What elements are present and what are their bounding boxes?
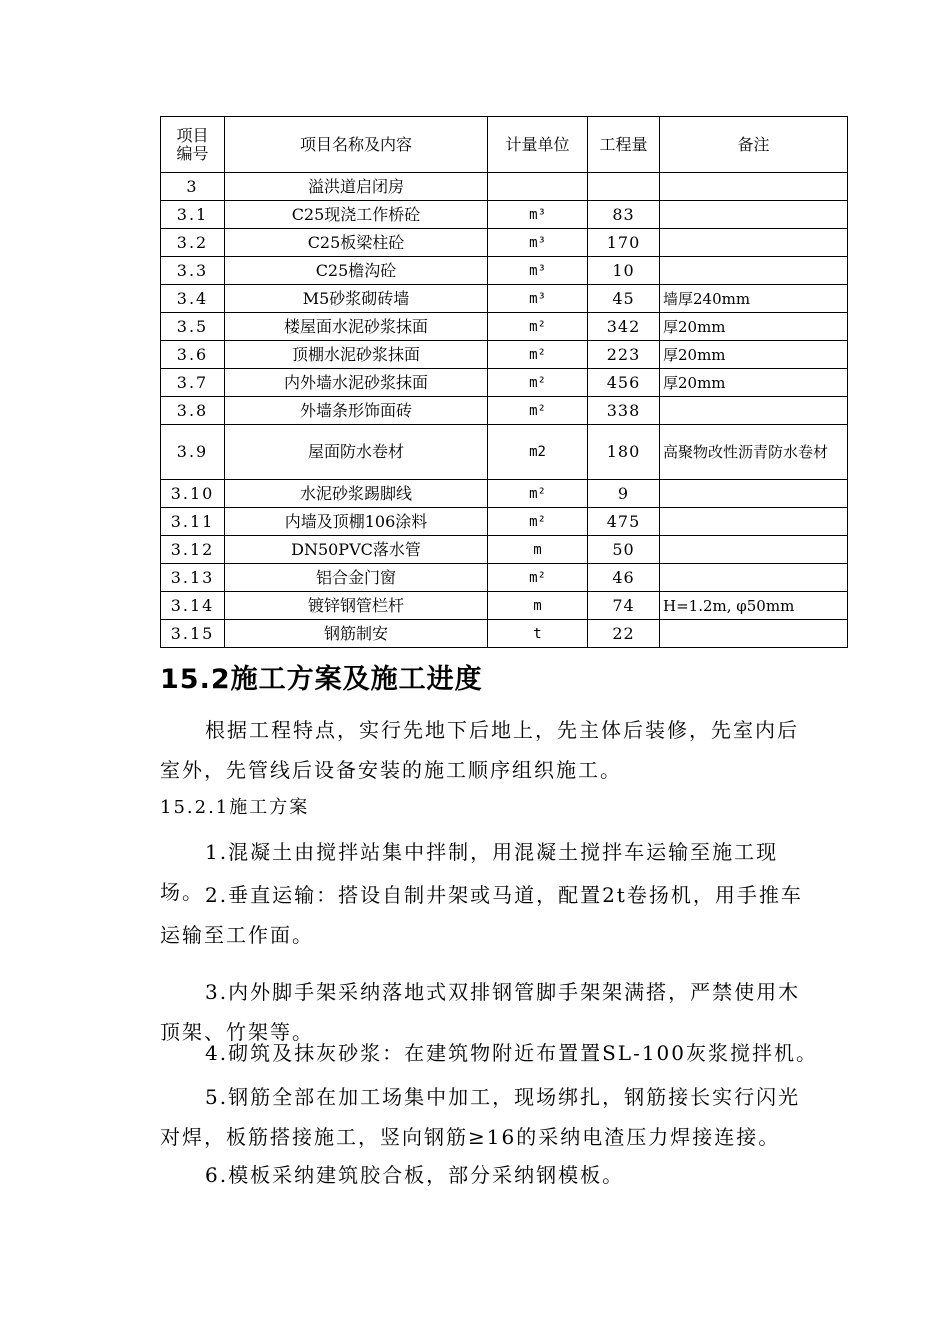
- cell-unit: m²: [488, 508, 588, 536]
- table-row: [161, 536, 848, 564]
- cell-note: [660, 201, 848, 229]
- cell-item-name: C25檐沟砼: [225, 257, 488, 285]
- cell-unit: m: [488, 592, 588, 620]
- cell-item-code: 3.1: [161, 201, 225, 229]
- table-row: [161, 257, 848, 285]
- cell-item-name: 镀锌钢管栏杆: [225, 592, 488, 620]
- section-heading: 15.2施工方案及施工进度: [160, 664, 483, 695]
- table-row: [161, 425, 848, 480]
- cell-unit: [488, 173, 588, 201]
- table-row: [161, 369, 848, 397]
- cell-item-name: 楼屋面水泥砂浆抹面: [225, 313, 488, 341]
- cell-unit: m2: [488, 425, 588, 480]
- cell-item-name: 内墙及顶棚106涂料: [225, 508, 488, 536]
- cell-note: [660, 508, 848, 536]
- cell-unit: m²: [488, 341, 588, 369]
- cell-note: [660, 564, 848, 592]
- cell-quantity: 74: [588, 592, 660, 620]
- cell-quantity: 50: [588, 536, 660, 564]
- table-row: [161, 341, 848, 369]
- plan-item-2: 2.垂直运输：搭设自制井架或马道，配置2t卷扬机，用手推车运输至工作面。: [160, 883, 803, 947]
- cell-quantity: 338: [588, 397, 660, 425]
- cell-quantity: 475: [588, 508, 660, 536]
- table-row: [161, 508, 848, 536]
- cell-note: 厚20mm: [660, 341, 848, 369]
- plan-item-3: 3.内外脚手架采纳落地式双排钢管脚手架架满搭，严禁使用木顶架、竹架等。: [160, 980, 801, 1044]
- cell-item-name: 顶棚水泥砂浆抹面: [225, 341, 488, 369]
- table-body: [161, 173, 848, 648]
- cell-unit: m²: [488, 480, 588, 508]
- cell-unit: m²: [488, 369, 588, 397]
- cell-item-name: 外墙条形饰面砖: [225, 397, 488, 425]
- cell-note: [660, 620, 848, 648]
- cell-note: H=1.2m, φ50mm: [660, 592, 848, 620]
- cell-item-code: 3.7: [161, 369, 225, 397]
- cell-item-name: 钢筋制安: [225, 620, 488, 648]
- table-row: [161, 313, 848, 341]
- cell-quantity: 10: [588, 257, 660, 285]
- cell-quantity: [588, 173, 660, 201]
- cell-item-code: 3.11: [161, 508, 225, 536]
- cell-unit: m: [488, 536, 588, 564]
- cell-note: 墙厚240mm: [660, 285, 848, 313]
- cell-item-code: 3: [161, 173, 225, 201]
- cell-quantity: 170: [588, 229, 660, 257]
- cell-note: 高聚物改性沥青防水卷材: [660, 425, 848, 480]
- cell-note: [660, 229, 848, 257]
- table-row: [161, 285, 848, 313]
- header-item-name: 项目名称及内容: [225, 117, 488, 173]
- table-row: [161, 564, 848, 592]
- cell-item-name: C25板梁柱砼: [225, 229, 488, 257]
- cell-quantity: 180: [588, 425, 660, 480]
- cell-item-code: 3.13: [161, 564, 225, 592]
- cell-unit: m³: [488, 229, 588, 257]
- table-row: [161, 201, 848, 229]
- cell-quantity: 46: [588, 564, 660, 592]
- cell-item-code: 3.9: [161, 425, 225, 480]
- cell-unit: m³: [488, 285, 588, 313]
- cell-quantity: 456: [588, 369, 660, 397]
- table-row: [161, 397, 848, 425]
- cell-note: 厚20mm: [660, 313, 848, 341]
- cell-note: [660, 257, 848, 285]
- table-row: [161, 480, 848, 508]
- table-row: [161, 620, 848, 648]
- cell-item-name: 屋面防水卷材: [225, 425, 488, 480]
- cell-item-code: 3.5: [161, 313, 225, 341]
- cell-item-name: M5砂浆砌砖墙: [225, 285, 488, 313]
- cell-note: [660, 480, 848, 508]
- cell-note: 厚20mm: [660, 369, 848, 397]
- cell-item-name: 溢洪道启闭房: [225, 173, 488, 201]
- table-row: [161, 229, 848, 257]
- plan-item-6: 6.模板采纳建筑胶合板，部分采纳钢模板。: [205, 1163, 625, 1187]
- cell-unit: m²: [488, 564, 588, 592]
- cell-quantity: 9: [588, 480, 660, 508]
- table-row: [161, 592, 848, 620]
- cell-note: [660, 536, 848, 564]
- cell-item-code: 3.12: [161, 536, 225, 564]
- cell-unit: t: [488, 620, 588, 648]
- cell-note: [660, 173, 848, 201]
- cell-quantity: 223: [588, 341, 660, 369]
- cell-item-name: DN50PVC落水管: [225, 536, 488, 564]
- cell-item-code: 3.6: [161, 341, 225, 369]
- cell-item-code: 3.2: [161, 229, 225, 257]
- quantity-table: [160, 116, 848, 648]
- intro-paragraph: 根据工程特点，实行先地下后地上，先主体后装修，先室内后室外，先管线后设备安装的施工顺序组织施工。: [160, 718, 799, 782]
- cell-item-name: 铝合金门窗: [225, 564, 488, 592]
- plan-item-1: 1.混凝土由搅拌站集中拌制，用混凝土搅拌车运输至施工现场。: [160, 840, 779, 904]
- cell-item-name: 内外墙水泥砂浆抹面: [225, 369, 488, 397]
- cell-unit: m²: [488, 397, 588, 425]
- cell-item-code: 3.14: [161, 592, 225, 620]
- header-item-code: 项目 编号: [161, 117, 225, 173]
- cell-item-code: 3.10: [161, 480, 225, 508]
- cell-note: [660, 397, 848, 425]
- header-quantity: 工程量: [588, 117, 660, 173]
- cell-quantity: 45: [588, 285, 660, 313]
- cell-item-code: 3.3: [161, 257, 225, 285]
- cell-item-code: 3.8: [161, 397, 225, 425]
- cell-quantity: 22: [588, 620, 660, 648]
- cell-quantity: 83: [588, 201, 660, 229]
- cell-unit: m³: [488, 201, 588, 229]
- cell-unit: m³: [488, 257, 588, 285]
- header-note: 备注: [660, 117, 848, 173]
- subsection-heading: 15.2.1施工方案: [160, 797, 310, 818]
- cell-item-name: 水泥砂浆踢脚线: [225, 480, 488, 508]
- cell-unit: m²: [488, 313, 588, 341]
- cell-quantity: 342: [588, 313, 660, 341]
- cell-item-code: 3.15: [161, 620, 225, 648]
- table-header-row: [161, 117, 848, 173]
- table-row: [161, 173, 848, 201]
- cell-item-name: C25现浇工作桥砼: [225, 201, 488, 229]
- cell-item-code: 3.4: [161, 285, 225, 313]
- header-unit: 计量单位: [488, 117, 588, 173]
- plan-item-5: 5.钢筋全部在加工场集中加工，现场绑扎，钢筋接长实行闪光对焊，板筋搭接施工，竖向钢筋≥16的采纳电渣压力焊接连接。: [160, 1085, 801, 1149]
- plan-item-4: 4.砌筑及抹灰砂浆：在建筑物附近布置置SL-100灰浆搅拌机。: [205, 1041, 818, 1065]
